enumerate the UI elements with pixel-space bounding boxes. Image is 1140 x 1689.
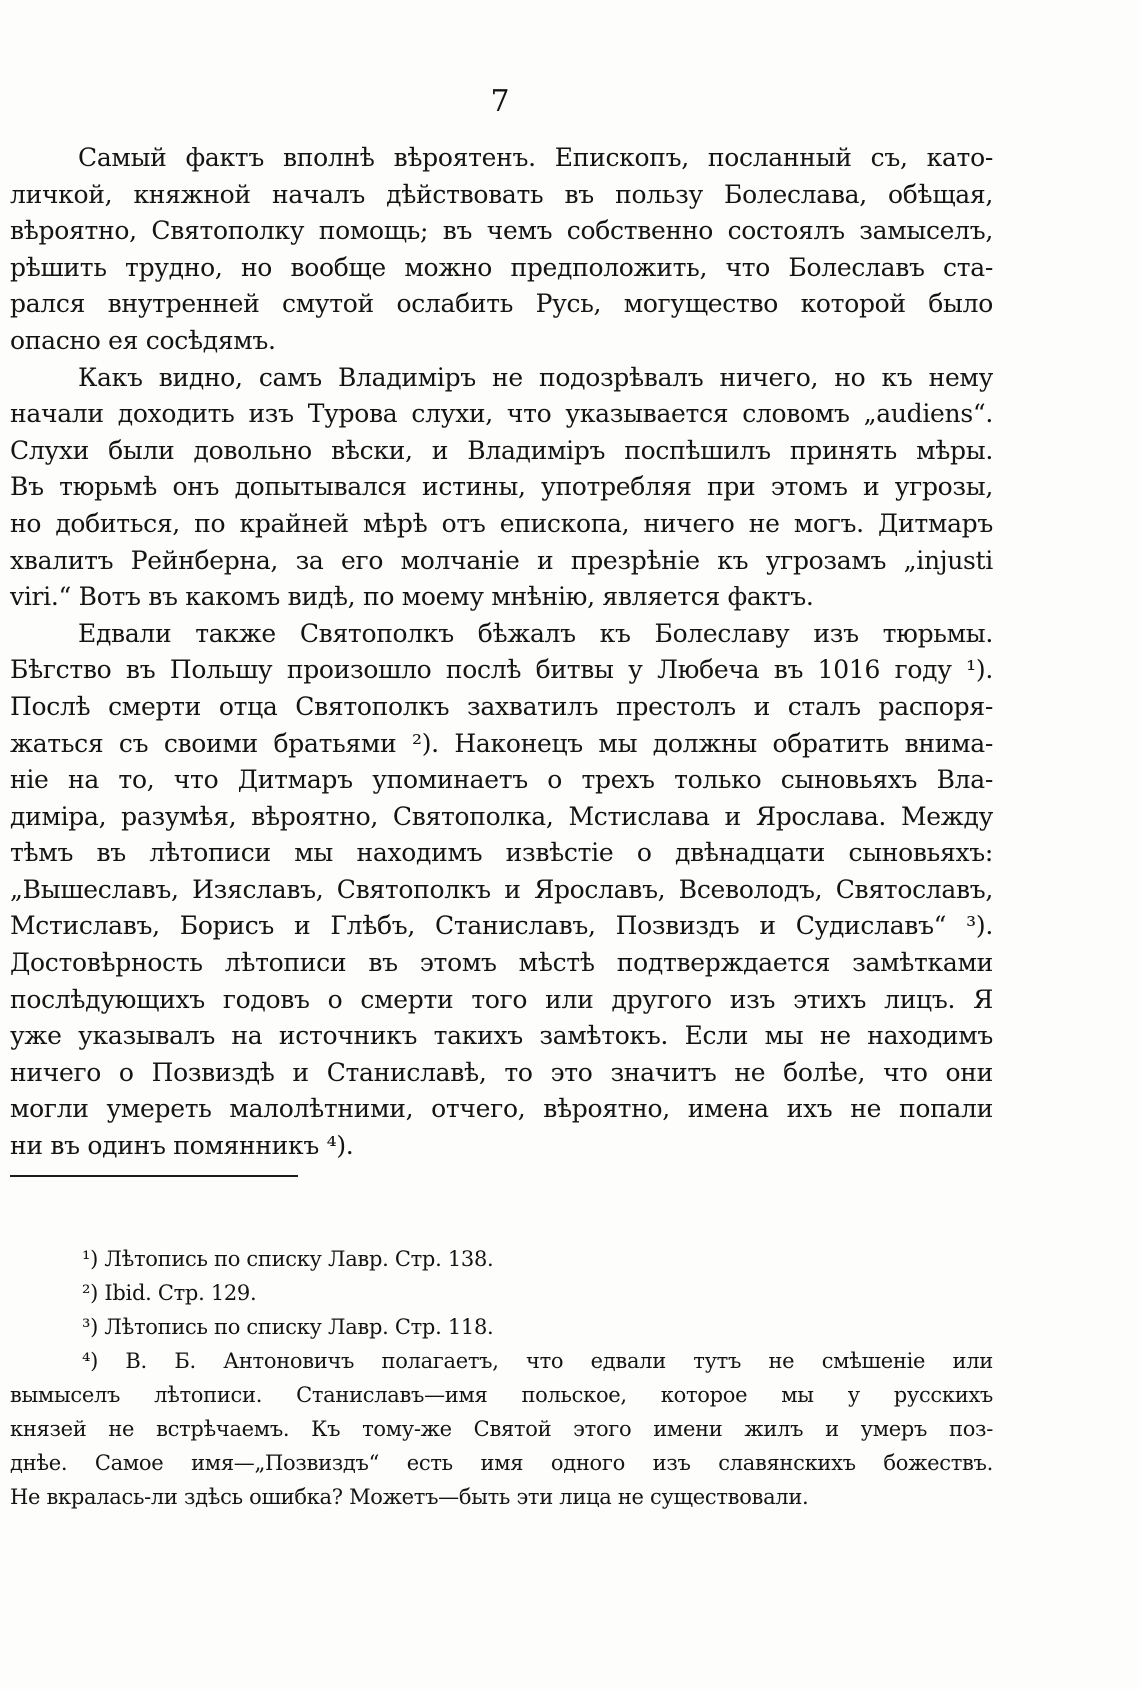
text-line: послѣдующихъ годовъ о смерти того или другого изъ этихъ лицъ. Я <box>10 984 993 1014</box>
text-line: Мстиславъ, Борисъ и Глѣбъ, Станиславъ, Позвиздъ и Судиславъ“ ³). <box>10 911 993 941</box>
text-line: viri.“ Вотъ въ какомъ видѣ, по моему мнѣнiю, является фактъ. <box>10 582 814 612</box>
footnote-divider <box>10 1175 298 1177</box>
main-text <box>10 140 993 1165</box>
text-line: Бѣгство въ Польшу произошло послѣ битвы у Любеча въ 1016 году ¹). <box>10 655 993 685</box>
text-line: Слухи были довольно вѣски, и Владимiръ поспѣшилъ принять мѣры. <box>10 435 993 465</box>
text-line: ни въ одинъ помянникъ ⁴). <box>10 1131 354 1161</box>
text-line: нiе на то, что Дитмаръ упоминаетъ о трехъ только сыновьяхъ Вла- <box>10 765 993 795</box>
text-line: опасно ея сосѣдямъ. <box>10 325 276 355</box>
footnote-2 <box>10 1276 993 1310</box>
paragraph-2 <box>10 360 993 616</box>
text-line: хвалитъ Рейнберна, за его молчанiе и презрѣнiе къ угрозамъ „injusti <box>10 545 993 575</box>
page-number: 7 <box>490 84 510 119</box>
footnote-1 <box>10 1242 993 1276</box>
text-line: начали доходить изъ Турова слухи, что указывается словомъ „audiens“. <box>10 399 993 429</box>
text-line: но добиться, по крайней мѣрѣ отъ епископа, ничего не могъ. Дитмаръ <box>10 508 993 538</box>
text-line: могли умереть малолѣтними, отчего, вѣроятно, имена ихъ не попали <box>10 1094 993 1124</box>
text-line: тѣмъ въ лѣтописи мы находимъ извѣстiе о двѣнадцати сыновьяхъ: <box>10 838 993 868</box>
footnotes <box>10 1242 993 1514</box>
paragraph-1 <box>10 140 993 360</box>
text-line: „Вышеславъ, Изяславъ, Святополкъ и Ярославъ, Всеволодъ, Святославъ, <box>10 874 993 904</box>
text-line: Едвали также Святополкъ бѣжалъ къ Болеславу изъ тюрьмы. <box>78 618 993 648</box>
text-line: жаться съ своими братьями ²). Наконецъ мы должны обратить внима- <box>10 728 993 758</box>
footnote-line: ⁴) В. Б. Антоновичъ полагаетъ, что едвали тутъ не смѣшенiе или <box>82 1349 993 1373</box>
text-line: Какъ видно, самъ Владимiръ не подозрѣвалъ ничего, но къ нему <box>78 362 993 392</box>
text-line: Въ тюрьмѣ онъ допытывался истины, употребляя при этомъ и угрозы, <box>10 472 993 502</box>
text-line: рался внутренней смутой ослабить Русь, могущество которой было <box>10 289 993 319</box>
footnote-3 <box>10 1310 993 1344</box>
text-line: уже указывалъ на источникъ такихъ замѣтокъ. Если мы не находимъ <box>10 1021 993 1051</box>
text-line: Самый фактъ вполнѣ вѣроятенъ. Епископъ, посланный съ, като- <box>78 143 993 172</box>
text-line: димiра, разумѣя, вѣроятно, Святополка, Мстислава и Ярослава. Между <box>10 801 993 831</box>
text-line: Достовѣрность лѣтописи въ этомъ мѣстѣ подтверждается замѣтками <box>10 948 993 978</box>
footnote-line: ²) Ibid. Стр. 129. <box>82 1281 257 1305</box>
footnote-line: ³) Лѣтопись по списку Лавр. Стр. 118. <box>82 1315 494 1339</box>
footnote-4 <box>10 1344 993 1514</box>
footnote-line: ¹) Лѣтопись по списку Лавр. Стр. 138. <box>82 1247 494 1271</box>
text-line: рѣшить трудно, но вообще можно предположить, что Болеславъ ста- <box>10 252 993 282</box>
text-line: вѣроятно, Святополку помощь; въ чемъ собственно состоялъ замыселъ, <box>10 216 993 246</box>
footnote-line: днѣе. Самое имя—„Позвиздъ“ есть имя одного изъ славянскихъ божествъ. <box>10 1451 993 1475</box>
text-line: Послѣ смерти отца Святополкъ захватилъ престолъ и сталъ распоря- <box>10 691 993 721</box>
footnote-line: князей не встрѣчаемъ. Къ тому-же Святой этого имени жилъ и умеръ поз- <box>10 1417 993 1441</box>
footnote-line: вымыселъ лѣтописи. Станиславъ—имя польское, которое мы у русскихъ <box>10 1383 993 1407</box>
text-line: ничего о Позвиздѣ и Станиславѣ, то это значитъ не болѣе, что они <box>10 1057 993 1087</box>
footnote-line: Не вкралась-ли здѣсь ошибка? Можетъ—быть эти лица не существовали. <box>10 1485 809 1509</box>
text-line: личкой, княжной началъ дѣйствовать въ пользу Болеслава, обѣщая, <box>10 179 993 209</box>
paragraph-3 <box>10 616 993 1165</box>
